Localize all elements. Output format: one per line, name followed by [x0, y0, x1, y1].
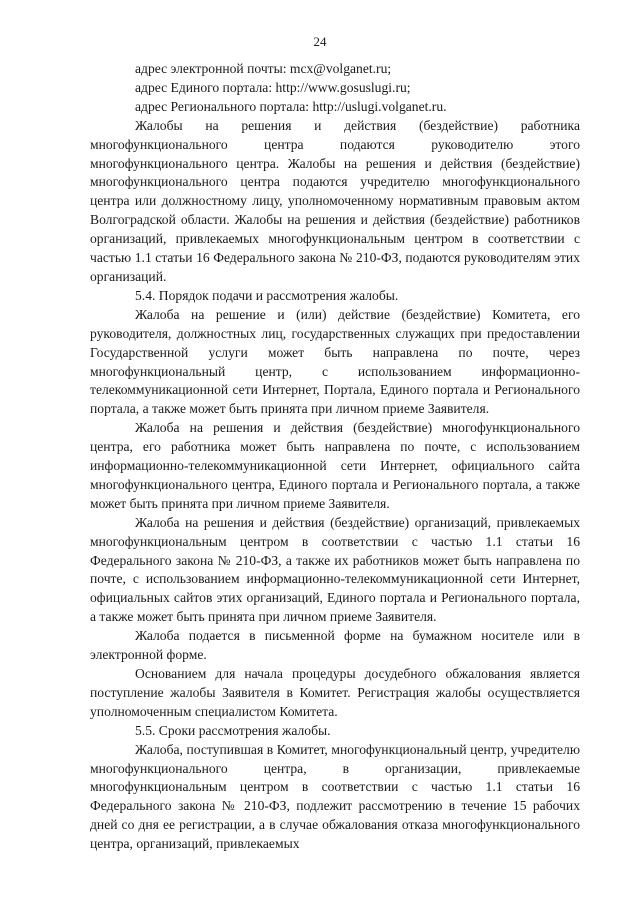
paragraph-review-terms: Жалоба, поступившая в Комитет, многофункциональный центр, учредителю многофункционального центра, в организации, привлекаемые многофункциональным центром в соответствии с частью 1.1 статьи 16 Федерального закона № 210-ФЗ, подлежит рассмотрению в течение 15 рабочих дней со дня ее регистрации, а в случае обжалования отказа многофункционального центра, организаций, привлекаемых: [90, 741, 580, 852]
paragraph-complaint-committee: Жалоба на решение и (или) действие (бездействие) Комитета, его руководителя, должностных лиц, государственных служащих при предоставлении Государственной услуги может быть направлена по почте, через многофункциональный центр, с использованием информационно-телекоммуникационной сети Интернет, Портала, Единого портала и Регионального портала, а также может быть принята при личном приеме Заявителя.: [90, 306, 580, 417]
paragraph-complaints-mfc: Жалобы на решения и действия (бездействие) работника многофункционального центра подаются руководителю этого многофункционального центра. Жалобы на решения и действия (бездействие) многофункционального центра подаются учредителю многофункционального центра или должностному лицу, уполномоченному нормативным правовым актом Волгоградской области. Жалобы на решения и действия (бездействие) работников организаций, привлекаемых многофункциональным центром в соответствии с частью 1.1 статьи 16 Федерального закона № 210-ФЗ, подаются руководителям этих организаций.: [90, 117, 580, 284]
section-heading-5-5: 5.5. Сроки рассмотрения жалобы.: [135, 722, 331, 738]
address-regional-portal: адрес Регионального портала: http://uslugi.volganet.ru.: [135, 98, 447, 114]
document-body: [90, 60, 580, 854]
paragraph-grounds-procedure: Основанием для начала процедуры досудебного обжалования является поступление жалобы Заявителя в Комитет. Регистрация жалобы осуществляется уполномоченным специалистом Комитета.: [90, 666, 580, 719]
address-email: адрес электронной почты: mcx@volganet.ru;: [135, 61, 392, 76]
address-single-portal: адрес Единого портала: http://www.gosuslugi.ru;: [135, 79, 411, 95]
paragraph-complaint-organizations: Жалоба на решения и действия (бездействие) организаций, привлекаемых многофункциональным центром в соответствии с частью 1.1 статьи 16 Федерального закона № 210-ФЗ, а также их работников может быть направлена по почте, с использованием информационно-телекоммуникационной сети Интернет, официальных сайтов этих организаций, Единого портала и Регионального портала, а также может быть принята при личном приеме Заявителя.: [90, 514, 580, 625]
section-heading-5-4: 5.4. Порядок подачи и рассмотрения жалобы.: [135, 287, 399, 303]
page-number: 24: [313, 34, 327, 49]
paragraph-complaint-form: Жалоба подается в письменной форме на бумажном носителе или в электронной форме.: [90, 628, 580, 663]
paragraph-complaint-mfc-worker: Жалоба на решения и действия (бездействие) многофункционального центра, его работника может быть направлена по почте, с использованием информационно-телекоммуникационной сети Интернет, официального сайта многофункционального центра, Единого портала и Регионального портала, а также может быть принята при личном приеме Заявителя.: [90, 420, 580, 511]
